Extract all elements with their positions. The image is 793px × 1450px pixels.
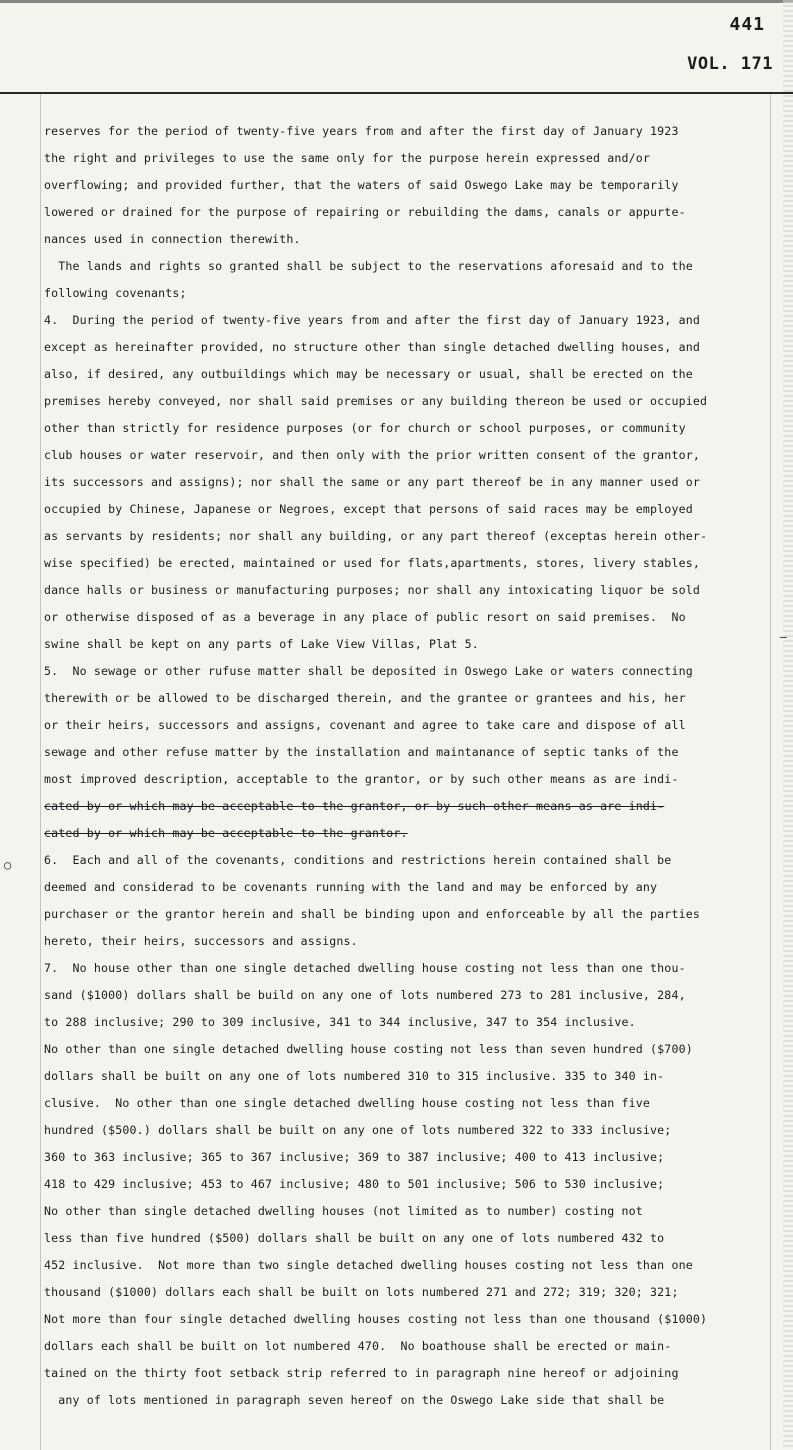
scan-right-edge xyxy=(783,0,793,1450)
text-line: tained on the thirty foot setback strip referred to in paragraph nine hereof or adjoining xyxy=(44,1366,679,1380)
text-line: its successors and assigns); nor shall the same or any part thereof be in any manner used or xyxy=(44,475,700,489)
header-rule xyxy=(0,92,793,94)
text-line: dance halls or business or manufacturing purposes; nor shall any intoxicating liquor be sold xyxy=(44,583,700,597)
text-line: hundred ($500.) dollars shall be built on any one of lots numbered 322 to 333 inclusive; xyxy=(44,1123,672,1137)
scan-top-edge xyxy=(0,0,793,3)
text-line: 5. No sewage or other rufuse matter shall be deposited in Oswego Lake or waters connecting xyxy=(44,664,693,678)
text-line: nances used in connection therewith. xyxy=(44,232,301,246)
text-line: swine shall be kept on any parts of Lake View Villas, Plat 5. xyxy=(44,637,479,651)
text-line: the right and privileges to use the same only for the purpose herein expressed and/or xyxy=(44,151,651,165)
text-line: No other than single detached dwelling houses (not limited as to number) costing not xyxy=(44,1204,643,1218)
document-body xyxy=(44,118,774,1414)
page-number: 441 xyxy=(729,14,765,35)
text-line: sewage and other refuse matter by the installation and maintanance of septic tanks of the xyxy=(44,745,679,759)
text-line: therewith or be allowed to be discharged therein, and the grantee or grantees and his, her xyxy=(44,691,686,705)
text-line: purchaser or the grantor herein and shall be binding upon and enforceable by all the parties xyxy=(44,907,700,921)
text-line: club houses or water reservoir, and then only with the prior written consent of the grantor, xyxy=(44,448,700,462)
text-line: 418 to 429 inclusive; 453 to 467 inclusive; 480 to 501 inclusive; 506 to 530 inclusive; xyxy=(44,1177,665,1191)
text-line: reserves for the period of twenty-five years from and after the first day of January 1923 xyxy=(44,124,679,138)
text-line: 4. During the period of twenty-five years from and after the first day of January 1923, and xyxy=(44,313,700,327)
text-line: as servants by residents; nor shall any building, or any part thereof (exceptas herein other- xyxy=(44,529,708,543)
text-line: or otherwise disposed of as a beverage in any place of public resort on said premises. No xyxy=(44,610,686,624)
text-line: hereto, their heirs, successors and assigns. xyxy=(44,934,358,948)
text-line: No other than one single detached dwelling house costing not less than seven hundred ($700) xyxy=(44,1042,693,1056)
text-line: clusive. No other than one single detached dwelling house costing not less than five xyxy=(44,1096,651,1110)
text-line: sand ($1000) dollars shall be build on any one of lots numbered 273 to 281 inclusive, 284, xyxy=(44,988,686,1002)
text-line: dollars shall be built on any one of lots numbered 310 to 315 inclusive. 335 to 340 in- xyxy=(44,1069,665,1083)
text-line: premises hereby conveyed, nor shall said premises or any building thereon be used or occupied xyxy=(44,394,708,408)
struck-text-line: cated by or which may be acceptable to the grantor. xyxy=(44,826,408,840)
text-line: to 288 inclusive; 290 to 309 inclusive, 341 to 344 inclusive, 347 to 354 inclusive. xyxy=(44,1015,636,1029)
margin-dash-mark: — xyxy=(779,630,787,644)
text-line: 360 to 363 inclusive; 365 to 367 inclusive; 369 to 387 inclusive; 400 to 413 inclusive; xyxy=(44,1150,665,1164)
text-line: also, if desired, any outbuildings which may be necessary or usual, shall be erected on the xyxy=(44,367,693,381)
text-line: thousand ($1000) dollars each shall be built on lots numbered 271 and 272; 319; 320; 321; xyxy=(44,1285,679,1299)
text-line: following covenants; xyxy=(44,286,187,300)
text-line: 7. No house other than one single detached dwelling house costing not less than one thou- xyxy=(44,961,686,975)
text-line: dollars each shall be built on lot numbered 470. No boathouse shall be erected or main- xyxy=(44,1339,672,1353)
text-line: Not more than four single detached dwelling houses costing not less than one thousand ($1000) xyxy=(44,1312,708,1326)
text-line: or their heirs, successors and assigns, covenant and agree to take care and dispose of all xyxy=(44,718,686,732)
text-line: most improved description, acceptable to the grantor, or by such other means as are indi- xyxy=(44,772,679,786)
struck-text-line: cated by or which may be acceptable to the grantor, or by such other means as are indi- xyxy=(44,799,665,813)
margin-circle-mark: ○ xyxy=(4,858,12,872)
text-line: lowered or drained for the purpose of repairing or rebuilding the dams, canals or appurte- xyxy=(44,205,686,219)
text-line: any of lots mentioned in paragraph seven hereof on the Oswego Lake side that shall be xyxy=(44,1393,665,1407)
text-line: overflowing; and provided further, that the waters of said Oswego Lake may be temporarily xyxy=(44,178,679,192)
text-line: except as hereinafter provided, no structure other than single detached dwelling houses, and xyxy=(44,340,700,354)
text-line: 452 inclusive. Not more than two single detached dwelling houses costing not less than one xyxy=(44,1258,693,1272)
volume-label: VOL. 171 xyxy=(687,54,773,74)
text-line: 6. Each and all of the covenants, conditions and restrictions herein contained shall be xyxy=(44,853,672,867)
text-line: wise specified) be erected, maintained or used for flats,apartments, stores, livery stables, xyxy=(44,556,700,570)
text-line: other than strictly for residence purposes (or for church or school purposes, or community xyxy=(44,421,686,435)
left-margin-line xyxy=(40,94,41,1450)
text-line: The lands and rights so granted shall be subject to the reservations aforesaid and to the xyxy=(44,259,693,273)
text-line: deemed and considerad to be covenants running with the land and may be enforced by any xyxy=(44,880,658,894)
text-line: occupied by Chinese, Japanese or Negroes, except that persons of said races may be employed xyxy=(44,502,693,516)
text-line: less than five hundred ($500) dollars shall be built on any one of lots numbered 432 to xyxy=(44,1231,665,1245)
